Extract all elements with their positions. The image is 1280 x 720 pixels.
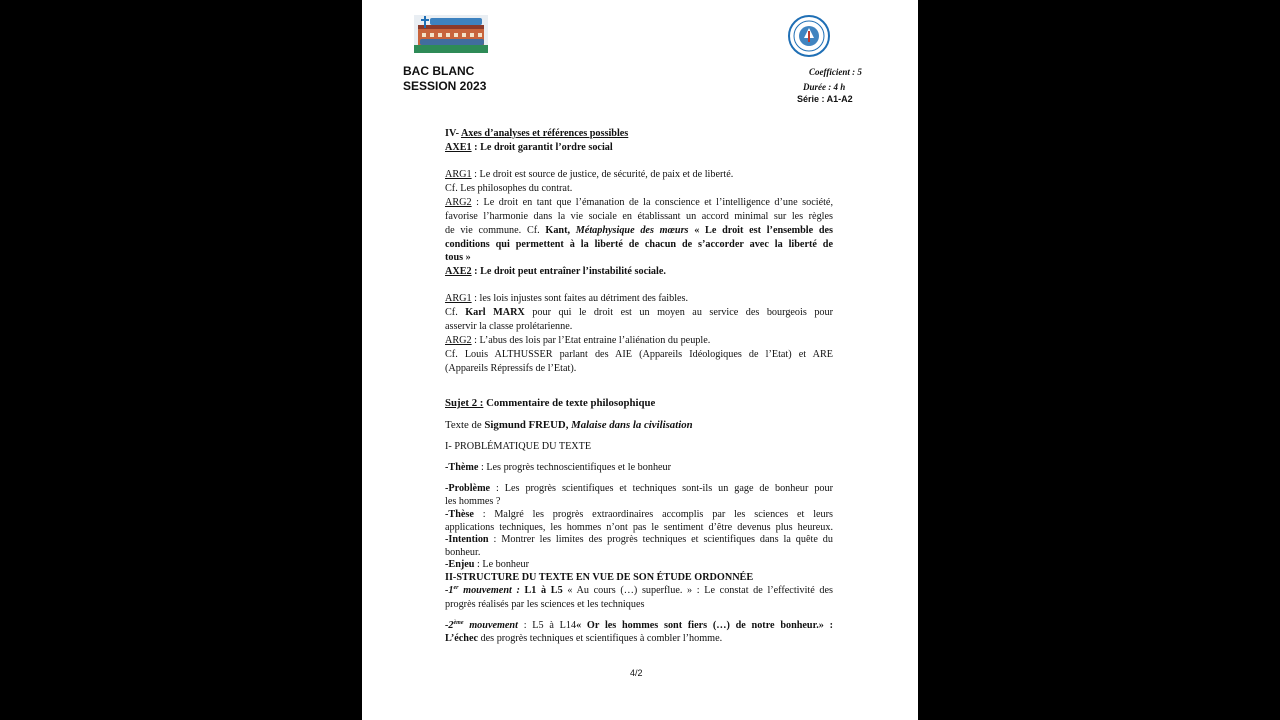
axe1-arg2-line3: de vie commune. Cf. Kant, Métaphysique des mœurs « Le droit est l’ensemble des [445, 225, 833, 236]
intention-line1: -Intention : Montrer les limites des progrès techniques et scientifiques dans la quête du [445, 534, 833, 545]
exam-session: SESSION 2023 [403, 79, 487, 93]
these-line2: applications techniques, les hommes n’ont pas le sentiment d’être devenus plus heureux. [445, 522, 833, 533]
axe1-arg1: ARG1 : Le droit est source de justice, de sécurité, de paix et de liberté. [445, 169, 734, 180]
sujet2-text-source: Texte de Sigmund FREUD, Malaise dans la civilisation [445, 419, 693, 431]
enjeu: -Enjeu : Le bonheur [445, 559, 530, 570]
page-number: 4/2 [630, 668, 643, 678]
problematique-title: I- PROBLÉMATIQUE DU TEXTE [445, 441, 592, 452]
movement2-line2: L’échec des progrès techniques et scientifiques à combler l’homme. [445, 633, 723, 644]
axe1-arg2-line2: favorise l’harmonie dans la vie sociale en établissant un accord minimal sur les règles [445, 211, 833, 222]
sujet2-heading: Sujet 2 : Commentaire de texte philosophique [445, 397, 656, 409]
axe2-arg1-line2: Cf. Karl MARX pour qui le droit est un moyen au service des bourgeois pour [445, 307, 833, 318]
movement1-line1: -1er mouvement : L1 à L5 « Au cours (…) superflue. » : Le constat de l’effectivité des [445, 585, 833, 596]
theme: -Thème : Les progrès technoscientifiques et le bonheur [445, 462, 672, 473]
series: Série : A1-A2 [797, 94, 853, 104]
axe1-arg1-reference: Cf. Les philosophes du contrat. [445, 183, 573, 194]
axe2-arg1: ARG1 : les lois injustes sont faites au détriment des faibles. [445, 293, 689, 304]
probleme-line2: les hommes ? [445, 496, 501, 507]
structure-title: II-STRUCTURE DU TEXTE EN VUE DE SON ÉTUDE ORDONNÉE [445, 572, 754, 583]
section-iv-title: IV- Axes d’analyses et références possibles [445, 128, 629, 139]
these-line1: -Thèse : Malgré les progrès extraordinaires accomplis par les sciences et leurs [445, 509, 833, 520]
axe2-arg2: ARG2 : L’abus des lois par l’Etat entraine l’aliénation du peuple. [445, 335, 711, 346]
document-page [362, 0, 918, 720]
intention-line2: bonheur. [445, 547, 481, 558]
axe1-heading: AXE1 : Le droit garantit l’ordre social [445, 142, 613, 153]
axe1-arg2-line4: conditions qui permettent à la liberté de chacun de s’accorder avec la liberté de [445, 239, 833, 250]
axe2-arg2-line2: Cf. Louis ALTHUSSER parlant des AIE (Appareils Idéologiques de l’Etat) et ARE [445, 349, 833, 360]
coefficient: Coefficient : 5 [809, 67, 862, 77]
school-crest-icon [786, 14, 832, 58]
axe1-arg2-line1: ARG2 : Le droit en tant que l’émanation de la conscience et l’intelligence d’une société, [445, 197, 833, 208]
movement2-line1: -2ème mouvement : L5 à L14« Or les hommes sont fiers (…) de notre bonheur.» : [445, 620, 833, 631]
duration: Durée : 4 h [803, 82, 846, 92]
probleme-line1: -Problème : Les progrès scientifiques et techniques sont-ils un gage de bonheur pour [445, 483, 833, 494]
axe2-arg1-line3: asservir la classe prolétarienne. [445, 321, 573, 332]
axe1-arg2-line5: tous » [445, 252, 471, 263]
exam-title: BAC BLANC [403, 64, 475, 78]
movement1-line2: progrès réalisés par les sciences et les techniques [445, 599, 645, 610]
school-logo [414, 15, 488, 53]
axe2-arg2-line3: (Appareils Répressifs de l’Etat). [445, 363, 577, 374]
axe2-heading: AXE2 : Le droit peut entraîner l’instabilité sociale. [445, 266, 666, 277]
